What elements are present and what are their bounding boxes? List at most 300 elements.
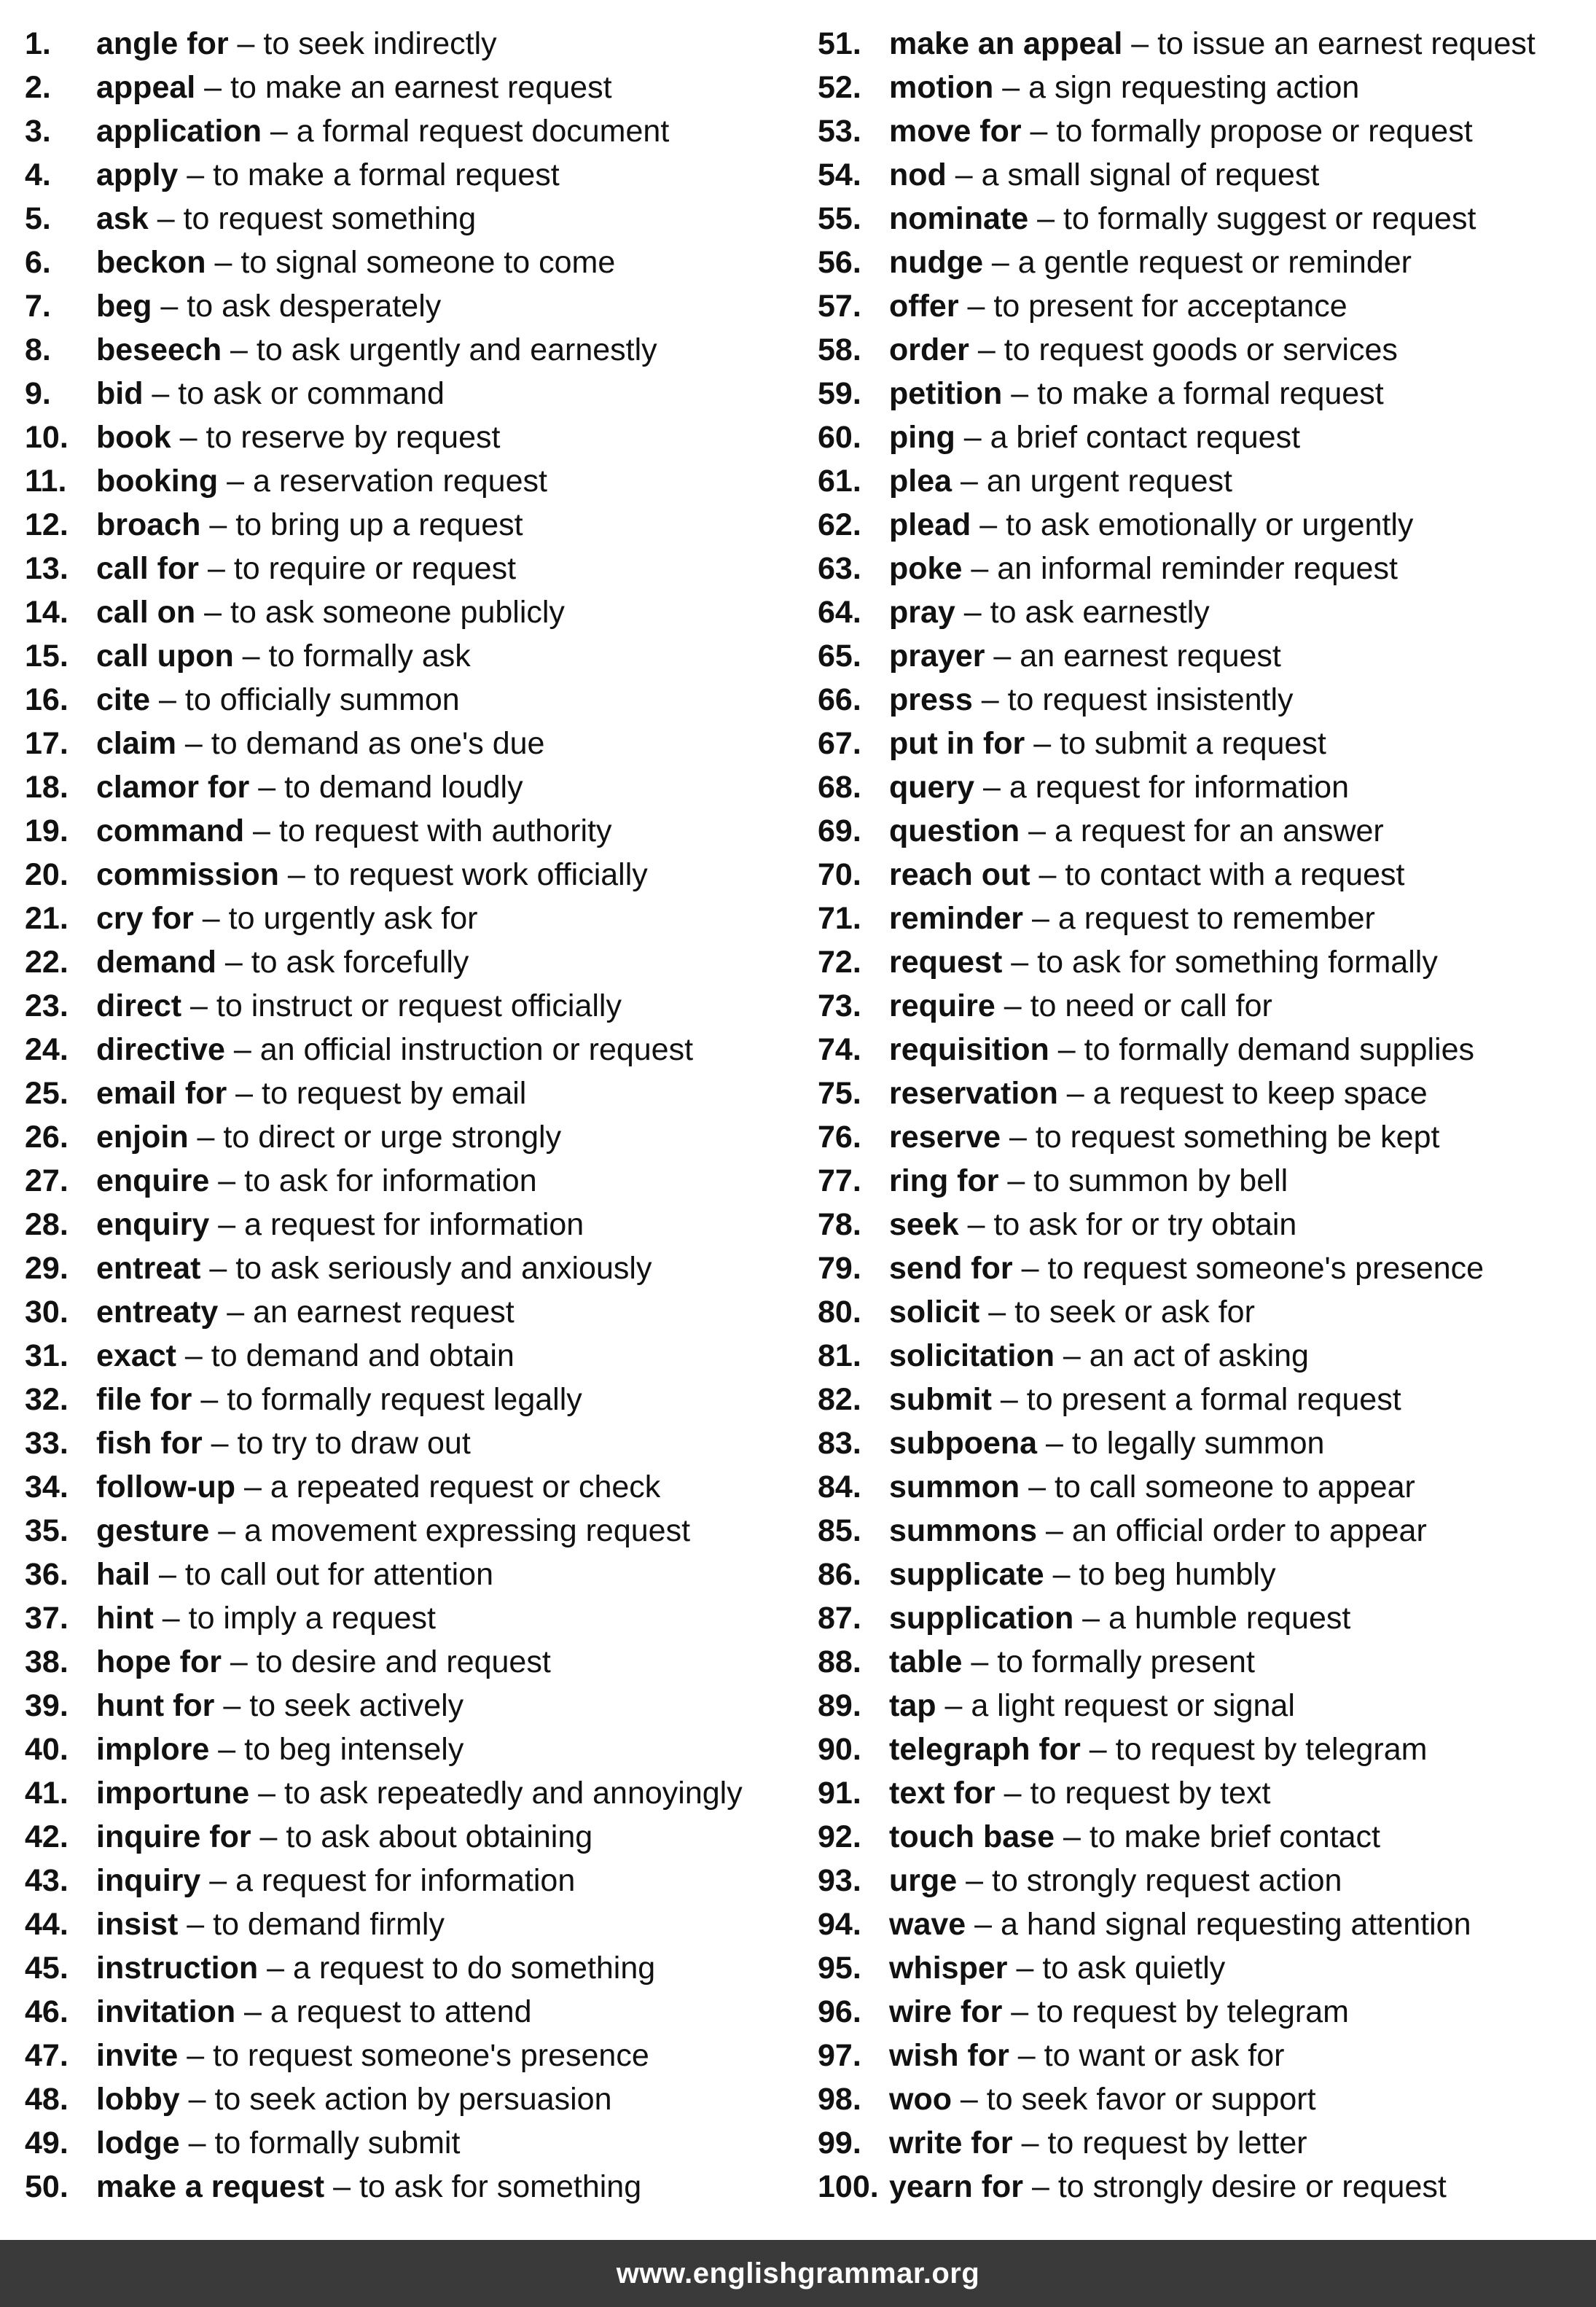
item-definition: a small signal of request xyxy=(981,157,1320,192)
item-word: commission xyxy=(96,857,279,892)
item-word: prayer xyxy=(889,639,985,674)
list-item xyxy=(25,1553,797,1596)
list-item xyxy=(25,2034,797,2077)
item-number: 17. xyxy=(25,726,69,761)
item-number: 62. xyxy=(818,507,861,542)
item-number: 7. xyxy=(25,289,51,324)
list-item xyxy=(25,1159,797,1203)
item-word: supplication xyxy=(889,1601,1074,1636)
item-number: 79. xyxy=(818,1251,861,1286)
list-item xyxy=(818,590,1590,634)
item-word: beckon xyxy=(96,245,206,280)
item-number: 56. xyxy=(818,245,861,280)
item-word: inquiry xyxy=(96,1863,201,1898)
list-item xyxy=(25,1684,797,1728)
list-item xyxy=(818,328,1590,372)
item-word: cry for xyxy=(96,901,194,936)
item-separator: – xyxy=(200,507,236,542)
item-number: 6. xyxy=(25,245,51,280)
list-item xyxy=(25,1203,797,1246)
item-definition: to urgently ask for xyxy=(228,901,478,936)
item-definition: to issue an earnest request xyxy=(1157,26,1536,61)
item-word: hunt for xyxy=(96,1688,215,1723)
item-definition: to call out for attention xyxy=(184,1557,493,1592)
item-separator: – xyxy=(1002,1994,1038,2029)
list-item xyxy=(25,765,797,809)
item-definition: to ask for something xyxy=(359,2169,642,2204)
item-word: direct xyxy=(96,988,182,1023)
item-word: text for xyxy=(889,1776,995,1811)
item-number: 1. xyxy=(25,26,51,61)
item-definition: to ask about obtaining xyxy=(286,1819,593,1854)
item-separator: – xyxy=(176,1338,211,1373)
item-separator: – xyxy=(195,70,231,105)
item-separator: – xyxy=(1037,1513,1072,1548)
item-word: poke xyxy=(889,551,963,586)
item-word: fish for xyxy=(96,1426,203,1461)
item-number: 5. xyxy=(25,201,51,236)
item-definition: to formally suggest or request xyxy=(1063,201,1476,236)
list-item xyxy=(818,459,1590,503)
item-separator: – xyxy=(222,332,257,367)
item-number: 84. xyxy=(818,1469,861,1504)
item-definition: a request to remember xyxy=(1057,901,1375,936)
item-number: 87. xyxy=(818,1601,861,1636)
item-word: table xyxy=(889,1644,963,1679)
item-word: hope for xyxy=(96,1644,222,1679)
item-number: 41. xyxy=(25,1776,69,1811)
item-definition: to seek favor or support xyxy=(986,2082,1316,2117)
item-word: question xyxy=(889,813,1020,848)
list-item xyxy=(25,1859,797,1902)
item-word: yearn for xyxy=(889,2169,1024,2204)
item-number: 43. xyxy=(25,1863,69,1898)
item-number: 24. xyxy=(25,1032,69,1067)
list-item xyxy=(25,1990,797,2034)
item-word: nod xyxy=(889,157,947,192)
item-separator: – xyxy=(188,1120,224,1155)
item-number: 27. xyxy=(25,1163,69,1198)
item-number: 57. xyxy=(818,289,861,324)
item-word: ask xyxy=(96,201,149,236)
item-word: solicitation xyxy=(889,1338,1055,1373)
list-item xyxy=(25,678,797,722)
list-item xyxy=(818,1465,1590,1509)
list-item xyxy=(25,897,797,940)
item-word: whisper xyxy=(889,1951,1008,1986)
item-word: seek xyxy=(889,1207,959,1242)
item-separator: – xyxy=(955,595,990,630)
item-definition: to require or request xyxy=(233,551,517,586)
list-item xyxy=(25,241,797,284)
list-item xyxy=(818,1684,1590,1728)
item-definition: to legally summon xyxy=(1071,1426,1325,1461)
item-separator: – xyxy=(1055,1819,1090,1854)
list-item xyxy=(25,940,797,984)
item-definition: to make a formal request xyxy=(1037,376,1384,411)
item-separator: – xyxy=(1012,2126,1048,2160)
item-separator: – xyxy=(1023,2169,1058,2204)
list-item xyxy=(818,22,1590,66)
item-definition: a sign requesting action xyxy=(1028,70,1360,105)
item-separator: – xyxy=(235,1994,270,2029)
item-word: press xyxy=(889,682,973,717)
item-number: 90. xyxy=(818,1732,861,1767)
item-definition: to demand loudly xyxy=(284,770,523,805)
item-definition: to request work officially xyxy=(313,857,648,892)
item-number: 20. xyxy=(25,857,69,892)
item-word: petition xyxy=(889,376,1003,411)
item-separator: – xyxy=(1012,1251,1048,1286)
item-number: 40. xyxy=(25,1732,69,1767)
item-number: 54. xyxy=(818,157,861,192)
item-definition: to ask for or try obtain xyxy=(993,1207,1297,1242)
item-number: 3. xyxy=(25,114,51,149)
item-definition: a brief contact request xyxy=(990,420,1301,455)
item-word: query xyxy=(889,770,975,805)
list-item xyxy=(25,853,797,897)
item-separator: – xyxy=(995,1776,1030,1811)
item-definition: to request with authority xyxy=(278,813,612,848)
item-separator: – xyxy=(152,289,187,324)
item-separator: – xyxy=(278,857,314,892)
list-item xyxy=(818,1115,1590,1159)
item-definition: a gentle request or reminder xyxy=(1017,245,1412,280)
item-separator: – xyxy=(178,157,214,192)
item-number: 68. xyxy=(818,770,861,805)
item-number: 75. xyxy=(818,1076,861,1111)
item-separator: – xyxy=(991,1382,1027,1417)
item-word: urge xyxy=(889,1863,958,1898)
item-definition: a request for information xyxy=(244,1207,584,1242)
item-definition: to present a formal request xyxy=(1026,1382,1401,1417)
item-separator: – xyxy=(966,1907,1001,1942)
item-separator: – xyxy=(179,2082,215,2117)
item-definition: to request someone's presence xyxy=(213,2038,649,2073)
item-number: 9. xyxy=(25,376,51,411)
item-separator: – xyxy=(251,1819,286,1854)
item-number: 61. xyxy=(818,464,861,499)
item-definition: an act of asking xyxy=(1089,1338,1309,1373)
item-number: 58. xyxy=(818,332,861,367)
item-number: 72. xyxy=(818,945,861,980)
item-definition: to want or ask for xyxy=(1044,2038,1285,2073)
item-number: 42. xyxy=(25,1819,69,1854)
list-item xyxy=(818,372,1590,415)
item-separator: – xyxy=(221,1644,257,1679)
item-word: lobby xyxy=(96,2082,180,2117)
item-word: summon xyxy=(889,1469,1020,1504)
item-number: 48. xyxy=(25,2082,69,2117)
item-definition: to request goods or services xyxy=(1004,332,1398,367)
item-separator: – xyxy=(218,1295,254,1330)
item-word: appeal xyxy=(96,70,196,105)
item-number: 44. xyxy=(25,1907,69,1942)
list-item xyxy=(818,197,1590,241)
item-word: call on xyxy=(96,595,196,630)
item-number: 67. xyxy=(818,726,861,761)
list-item xyxy=(25,1246,797,1290)
item-definition: to contact with a request xyxy=(1065,857,1405,892)
item-number: 46. xyxy=(25,1994,69,2029)
item-definition: to ask emotionally or urgently xyxy=(1006,507,1414,542)
item-separator: – xyxy=(1073,1601,1109,1636)
list-item xyxy=(818,1859,1590,1902)
item-number: 55. xyxy=(818,201,861,236)
item-number: 4. xyxy=(25,157,51,192)
list-item xyxy=(818,1902,1590,1946)
list-item xyxy=(818,1334,1590,1378)
item-separator: – xyxy=(171,420,206,455)
item-separator: – xyxy=(962,1644,998,1679)
item-number: 39. xyxy=(25,1688,69,1723)
item-definition: to make a formal request xyxy=(213,157,560,192)
list-item xyxy=(25,2121,797,2165)
item-definition: to make an earnest request xyxy=(230,70,612,105)
list-item xyxy=(25,1290,797,1334)
item-separator: – xyxy=(200,1251,236,1286)
item-definition: a reservation request xyxy=(253,464,547,499)
item-number: 50. xyxy=(25,2169,69,2204)
item-number: 32. xyxy=(25,1382,69,1417)
list-item xyxy=(25,153,797,197)
item-number: 22. xyxy=(25,945,69,980)
item-word: lodge xyxy=(96,2126,180,2160)
item-word: beseech xyxy=(96,332,222,367)
item-word: email for xyxy=(96,1076,227,1111)
item-word: file for xyxy=(96,1382,192,1417)
item-separator: – xyxy=(1049,1032,1084,1067)
item-number: 95. xyxy=(818,1951,861,1986)
item-separator: – xyxy=(209,1207,245,1242)
item-word: solicit xyxy=(889,1295,980,1330)
item-separator: – xyxy=(1080,1732,1116,1767)
list-item xyxy=(818,1246,1590,1290)
item-number: 34. xyxy=(25,1469,69,1504)
item-definition: to seek action by persuasion xyxy=(214,2082,612,2117)
item-definition: to request by letter xyxy=(1047,2126,1307,2160)
item-word: reservation xyxy=(889,1076,1058,1111)
item-word: subpoena xyxy=(889,1426,1038,1461)
item-separator: – xyxy=(998,1163,1034,1198)
item-number: 69. xyxy=(818,813,861,848)
list-item xyxy=(818,109,1590,153)
list-item xyxy=(818,2121,1590,2165)
item-number: 36. xyxy=(25,1557,69,1592)
item-word: instruction xyxy=(96,1951,259,1986)
item-number: 28. xyxy=(25,1207,69,1242)
item-separator: – xyxy=(209,1732,245,1767)
item-number: 78. xyxy=(818,1207,861,1242)
item-word: cite xyxy=(96,682,151,717)
list-item xyxy=(25,197,797,241)
item-separator: – xyxy=(969,332,1004,367)
item-separator: – xyxy=(148,201,184,236)
item-separator: – xyxy=(1007,1951,1043,1986)
item-number: 91. xyxy=(818,1776,861,1811)
item-number: 30. xyxy=(25,1295,69,1330)
item-word: enjoin xyxy=(96,1120,189,1155)
item-separator: – xyxy=(249,1776,285,1811)
item-separator: – xyxy=(974,770,1009,805)
item-word: inquire for xyxy=(96,1819,251,1854)
item-definition: to demand and obtain xyxy=(211,1338,515,1373)
item-word: broach xyxy=(96,507,201,542)
list-item xyxy=(25,634,797,678)
item-number: 29. xyxy=(25,1251,69,1286)
item-word: offer xyxy=(889,289,959,324)
item-number: 13. xyxy=(25,551,69,586)
item-number: 76. xyxy=(818,1120,861,1155)
item-definition: to request by email xyxy=(262,1076,527,1111)
item-separator: – xyxy=(181,988,216,1023)
item-definition: to make brief contact xyxy=(1089,1819,1380,1854)
item-definition: to desire and request xyxy=(256,1644,551,1679)
list-item xyxy=(818,284,1590,328)
item-definition: to signal someone to come xyxy=(240,245,616,280)
item-number: 15. xyxy=(25,639,69,674)
item-definition: to demand as one's due xyxy=(211,726,545,761)
item-number: 85. xyxy=(818,1513,861,1548)
list-item xyxy=(25,66,797,109)
item-number: 70. xyxy=(818,857,861,892)
item-separator: – xyxy=(216,945,251,980)
item-definition: to ask for something formally xyxy=(1037,945,1438,980)
item-word: request xyxy=(889,945,1003,980)
item-definition: to request someone's presence xyxy=(1047,1251,1484,1286)
item-definition: to request something be kept xyxy=(1035,1120,1440,1155)
item-definition: to officially summon xyxy=(184,682,460,717)
item-separator: – xyxy=(1020,1469,1055,1504)
item-definition: a request to attend xyxy=(270,1994,532,2029)
list-item xyxy=(818,1028,1590,1071)
item-word: order xyxy=(889,332,969,367)
item-separator: – xyxy=(1009,2038,1044,2073)
item-definition: to strongly desire or request xyxy=(1057,2169,1447,2204)
item-number: 88. xyxy=(818,1644,861,1679)
item-number: 25. xyxy=(25,1076,69,1111)
item-word: booking xyxy=(96,464,219,499)
item-separator: – xyxy=(1030,857,1065,892)
list-item xyxy=(25,1596,797,1640)
item-word: write for xyxy=(889,2126,1013,2160)
item-number: 80. xyxy=(818,1295,861,1330)
item-word: touch base xyxy=(889,1819,1055,1854)
item-definition: an official order to appear xyxy=(1071,1513,1427,1548)
list-item xyxy=(25,984,797,1028)
item-definition: to imply a request xyxy=(188,1601,437,1636)
item-definition: to present for acceptance xyxy=(993,289,1347,324)
item-word: follow-up xyxy=(96,1469,236,1504)
item-number: 99. xyxy=(818,2126,861,2160)
item-definition: to request by text xyxy=(1030,1776,1271,1811)
item-separator: – xyxy=(1002,376,1038,411)
item-word: requisition xyxy=(889,1032,1049,1067)
item-number: 81. xyxy=(818,1338,861,1373)
item-number: 71. xyxy=(818,901,861,936)
item-definition: to request by telegram xyxy=(1115,1732,1428,1767)
list-item xyxy=(25,328,797,372)
item-number: 45. xyxy=(25,1951,69,1986)
item-separator: – xyxy=(193,901,229,936)
item-number: 82. xyxy=(818,1382,861,1417)
list-item xyxy=(25,1071,797,1115)
item-word: call for xyxy=(96,551,199,586)
item-number: 59. xyxy=(818,376,861,411)
item-separator: – xyxy=(1028,201,1063,236)
item-word: enquire xyxy=(96,1163,210,1198)
item-word: motion xyxy=(889,70,994,105)
item-word: plead xyxy=(889,507,971,542)
item-word: summons xyxy=(889,1513,1038,1548)
list-item xyxy=(25,809,797,853)
item-separator: – xyxy=(993,70,1029,105)
item-number: 52. xyxy=(818,70,861,105)
item-definition: a request for information xyxy=(1009,770,1349,805)
item-definition: to ask seriously and anxiously xyxy=(235,1251,652,1286)
list-item xyxy=(25,1815,797,1859)
item-number: 98. xyxy=(818,2082,861,2117)
item-separator: – xyxy=(1023,901,1058,936)
list-item xyxy=(25,1771,797,1815)
item-definition: to beg intensely xyxy=(244,1732,464,1767)
item-separator: – xyxy=(957,1863,992,1898)
item-definition: an informal reminder request xyxy=(997,551,1398,586)
item-definition: to need or call for xyxy=(1030,988,1272,1023)
list-item xyxy=(818,1728,1590,1771)
list-item xyxy=(818,1071,1590,1115)
item-separator: – xyxy=(1025,726,1060,761)
item-word: clamor for xyxy=(96,770,250,805)
item-word: ring for xyxy=(889,1163,999,1198)
right-column xyxy=(818,22,1590,2209)
item-separator: – xyxy=(249,770,285,805)
list-item xyxy=(818,897,1590,940)
item-definition: to ask for information xyxy=(244,1163,537,1198)
item-definition: to request something xyxy=(183,201,477,236)
item-definition: to instruct or request officially xyxy=(216,988,622,1023)
item-separator: – xyxy=(258,1951,293,1986)
item-separator: – xyxy=(972,682,1008,717)
item-number: 74. xyxy=(818,1032,861,1067)
item-word: put in for xyxy=(889,726,1025,761)
list-item xyxy=(25,2165,797,2209)
item-definition: to strongly request action xyxy=(992,1863,1342,1898)
footer-url[interactable]: www.englishgrammar.org xyxy=(616,2257,980,2290)
item-number: 53. xyxy=(818,114,861,149)
item-separator: – xyxy=(227,1076,262,1111)
item-word: make a request xyxy=(96,2169,325,2204)
list-item xyxy=(25,22,797,66)
item-definition: to formally ask xyxy=(268,639,471,674)
list-item xyxy=(25,1728,797,1771)
item-word: bid xyxy=(96,376,144,411)
item-word: call upon xyxy=(96,639,234,674)
item-definition: a request for an answer xyxy=(1054,813,1384,848)
list-item xyxy=(818,1946,1590,1990)
item-separator: – xyxy=(995,988,1030,1023)
item-separator: – xyxy=(143,376,179,411)
item-number: 12. xyxy=(25,507,69,542)
list-item xyxy=(818,1553,1590,1596)
list-item xyxy=(818,2034,1590,2077)
item-separator: – xyxy=(1037,1426,1072,1461)
item-separator: – xyxy=(971,507,1006,542)
item-definition: to demand firmly xyxy=(213,1907,445,1942)
item-number: 26. xyxy=(25,1120,69,1155)
item-word: book xyxy=(96,420,171,455)
item-number: 66. xyxy=(818,682,861,717)
